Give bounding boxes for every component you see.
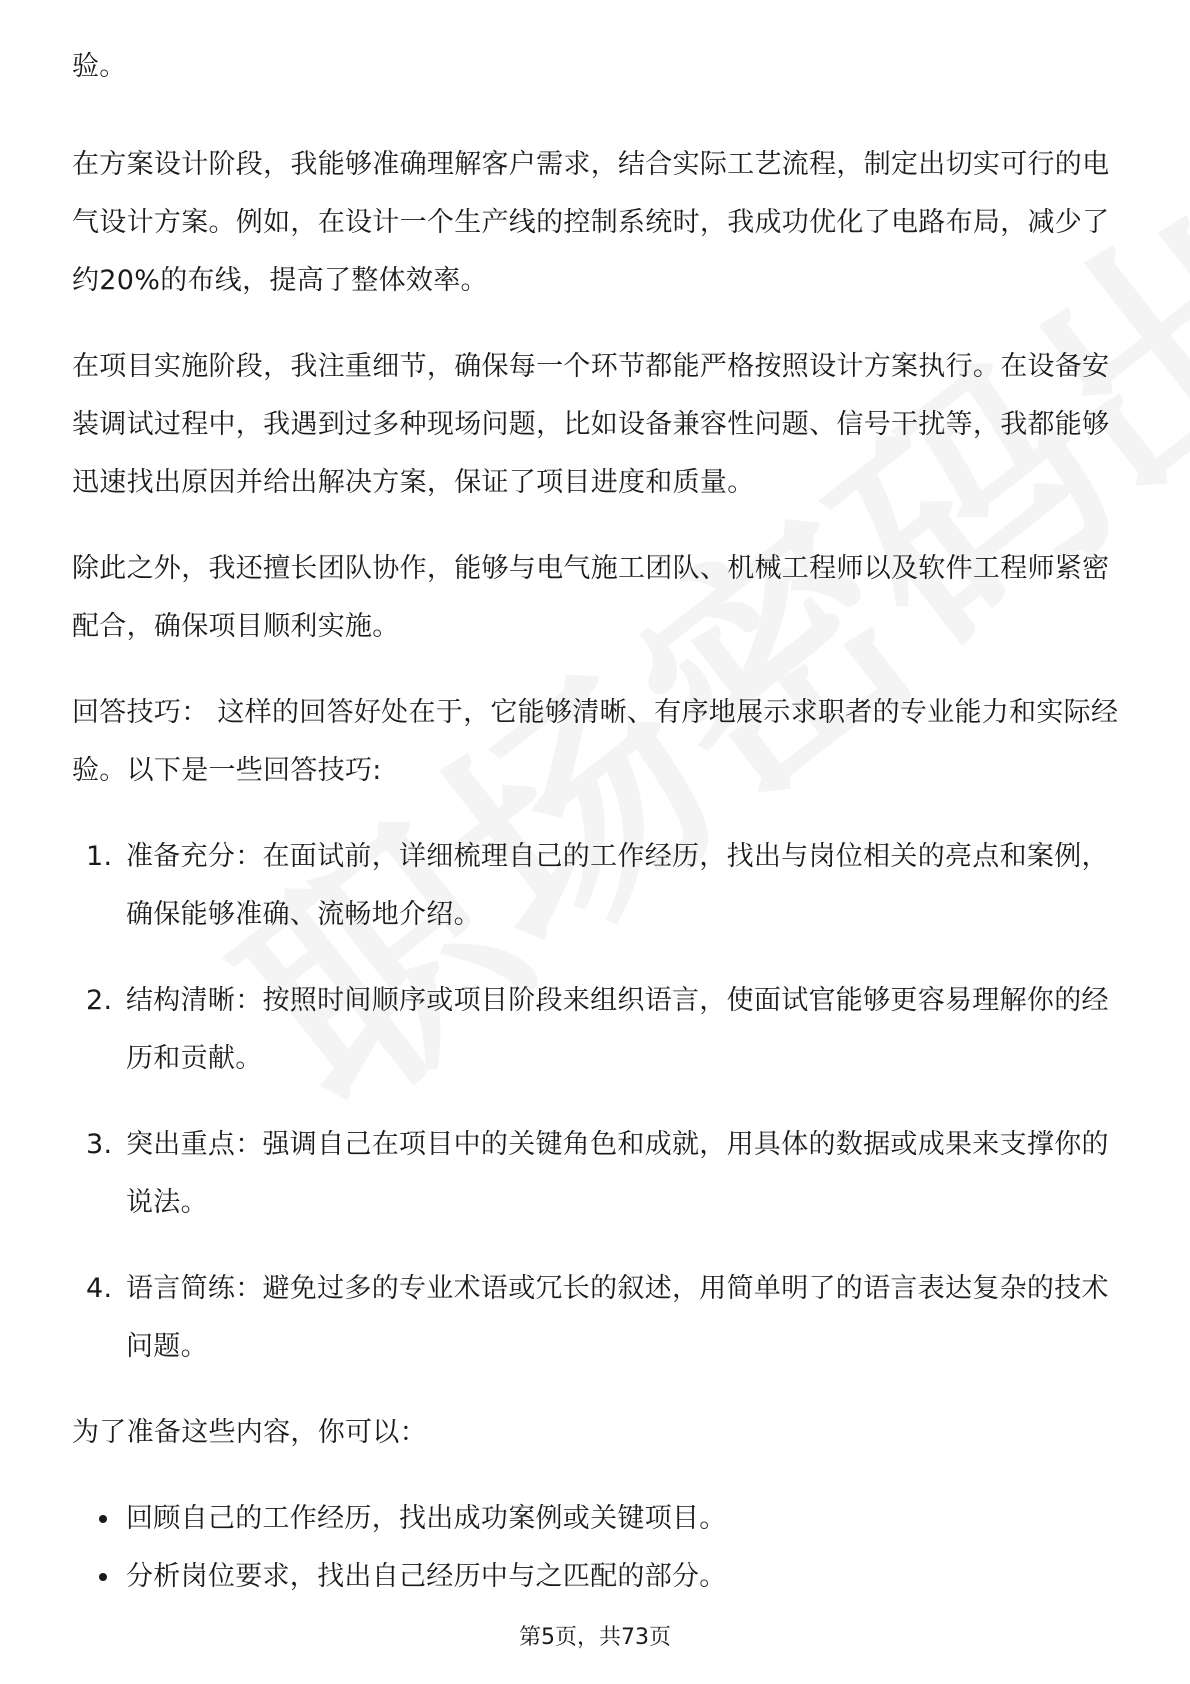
list-item xyxy=(72,1548,1132,1606)
list-item-text: 分析岗位要求，找出自己经历中与之匹配的部分。 xyxy=(126,1561,727,1592)
list-item xyxy=(72,972,1132,1088)
list-item xyxy=(72,828,1132,944)
list-item-text: 语言简练：避免过多的专业术语或冗长的叙述，用简单明了的语言表达复杂的技术问题。 xyxy=(126,1273,1109,1362)
bullet-icon xyxy=(99,1573,107,1581)
preparation-list xyxy=(72,1490,1132,1606)
paragraph-preparation: 为了准备这些内容，你可以： xyxy=(72,1417,427,1448)
list-item-text: 结构清晰：按照时间顺序或项目阶段来组织语言，使面试官能够更容易理解你的经历和贡献。 xyxy=(126,985,1109,1074)
list-item xyxy=(72,1260,1132,1376)
paragraph-answer-tips: 回答技巧： 这样的回答好处在于，它能够清晰、有序地展示求职者的专业能力和实际经验。以下是一些回答技巧: xyxy=(72,697,1119,786)
list-item-text: 准备充分：在面试前，详细梳理自己的工作经历，找出与岗位相关的亮点和案例，确保能够准确、流畅地介绍。 xyxy=(126,841,1109,930)
list-item xyxy=(72,1490,1132,1548)
list-number: 1. xyxy=(86,841,113,872)
list-item-text: 突出重点：强调自己在项目中的关键角色和成就，用具体的数据或成果来支撑你的说法。 xyxy=(126,1129,1109,1218)
list-number: 4. xyxy=(86,1273,113,1304)
page-footer: 第5页，共73页 xyxy=(519,1625,671,1650)
paragraph-design-phase: 在方案设计阶段，我能够准确理解客户需求，结合实际工艺流程，制定出切实可行的电气设计方案。例如，在设计一个生产线的控制系统时，我成功优化了电路布局，减少了约20%的布线，提高了整体效率。 xyxy=(72,149,1110,296)
bullet-icon xyxy=(99,1515,107,1523)
paragraph-continuation: 验。 xyxy=(72,51,127,82)
tips-list xyxy=(72,828,1132,1376)
list-item xyxy=(72,1116,1132,1232)
paragraph-teamwork: 除此之外，我还擅长团队协作，能够与电气施工团队、机械工程师以及软件工程师紧密配合，确保项目顺利实施。 xyxy=(72,553,1110,642)
list-number: 3. xyxy=(86,1129,113,1160)
list-item-text: 回顾自己的工作经历，找出成功案例或关键项目。 xyxy=(126,1503,727,1534)
document-page xyxy=(72,38,1132,1606)
list-number: 2. xyxy=(86,985,113,1016)
paragraph-implementation-phase: 在项目实施阶段，我注重细节，确保每一个环节都能严格按照设计方案执行。在设备安装调试过程中，我遇到过多种现场问题，比如设备兼容性问题、信号干扰等，我都能够迅速找出原因并给出解决方案，保证了项目进度和质量。 xyxy=(72,351,1110,498)
